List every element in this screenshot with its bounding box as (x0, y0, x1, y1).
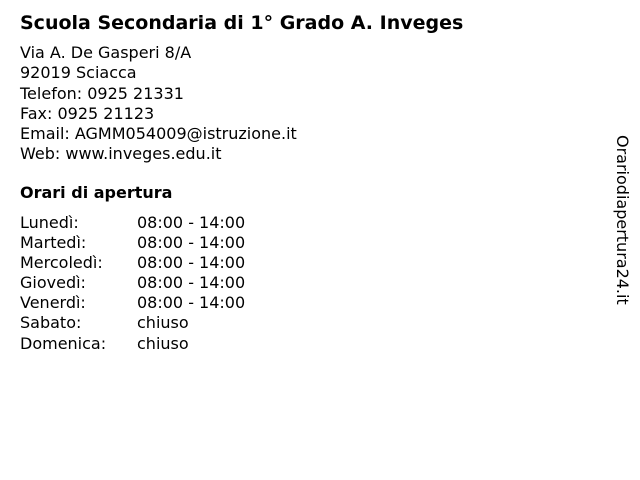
hours-value: 08:00 - 14:00 (137, 273, 246, 293)
website-address: Web: www.inveges.edu.it (20, 144, 222, 164)
hours-value: 08:00 - 14:00 (137, 293, 246, 313)
day-label: Venerdì: (20, 293, 86, 313)
phone-number: Telefon: 0925 21331 (20, 83, 184, 103)
page-title: Scuola Secondaria di 1° Grado A. Inveges (20, 12, 464, 34)
hours-value: 08:00 - 14:00 (137, 233, 246, 253)
day-label: Giovedì: (20, 273, 86, 293)
fax-number: Fax: 0925 21123 (20, 103, 155, 123)
day-label: Martedì: (20, 233, 87, 253)
day-label: Lunedì: (20, 213, 79, 232)
email-address: Email: AGMM054009@istruzione.it (20, 124, 297, 144)
street-address: Via A. De Gasperi 8/A (20, 43, 192, 62)
day-label: Sabato: (20, 313, 82, 333)
watermark-text: Orariodiapertura24.it (613, 135, 632, 305)
address-block (20, 43, 297, 165)
day-label: Domenica: (20, 333, 107, 353)
hours-value: chiuso (137, 313, 189, 333)
city-postal-code: 92019 Sciacca (20, 63, 137, 83)
hours-value: 08:00 - 14:00 (137, 213, 246, 232)
hours-value: chiuso (137, 333, 189, 353)
site-watermark (612, 135, 632, 310)
hours-value: 08:00 - 14:00 (137, 253, 246, 273)
day-label: Mercoledì: (20, 253, 103, 273)
opening-hours-heading: Orari di apertura (20, 183, 173, 202)
